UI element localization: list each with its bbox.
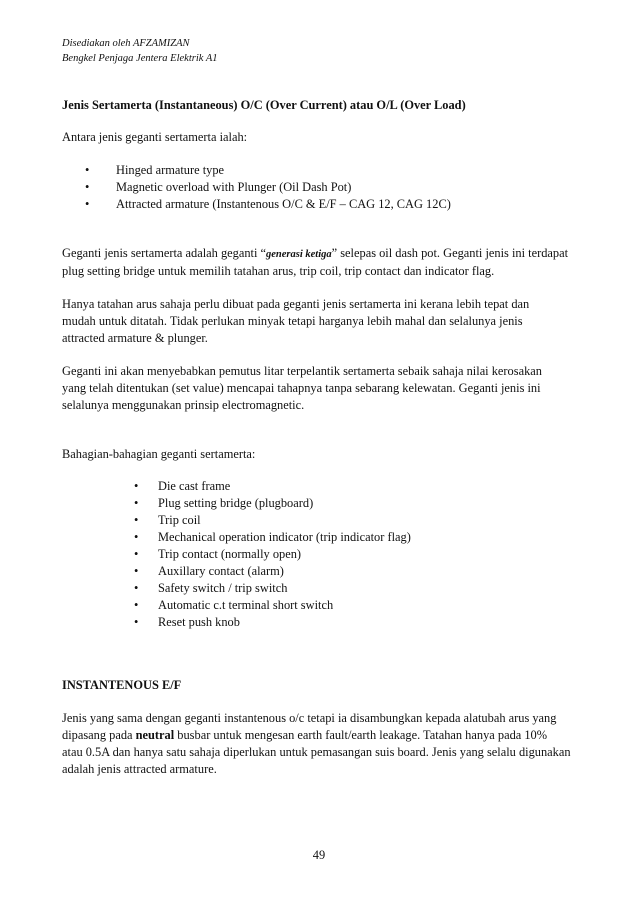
- header-workshop: Bengkel Penjaga Jentera Elektrik A1: [62, 53, 218, 64]
- list-item: • Safety switch / trip switch: [158, 580, 602, 597]
- list-item: • Trip contact (normally open): [158, 546, 602, 563]
- paragraph: [62, 296, 602, 347]
- paragraph: [62, 245, 602, 280]
- types-list: [116, 162, 602, 213]
- paragraph-text: plug setting bridge untuk memilih tatahan arus, trip coil, trip contact dan indicator flag.: [62, 264, 495, 278]
- list-item: • Trip coil: [158, 512, 602, 529]
- paragraph-text: ” selepas oil dash pot. Geganti jenis ini terdapat: [331, 246, 569, 260]
- section-title: INSTANTENOUS E/F: [62, 678, 182, 692]
- parts-list: [158, 478, 602, 631]
- paragraph-text: attracted armature & plunger.: [62, 331, 208, 345]
- types-intro: Antara jenis geganti sertamerta ialah:: [62, 130, 248, 144]
- bold-text: neutral: [135, 728, 175, 742]
- section-title: Jenis Sertamerta (Instantaneous) O/C (Over Current) atau O/L (Over Load): [62, 98, 466, 112]
- list-item: • Mechanical operation indicator (trip indicator flag): [158, 529, 602, 546]
- list-item: • Automatic c.t terminal short switch: [158, 597, 602, 614]
- paragraph-text: mudah untuk ditatah. Tidak perlukan minyak tetapi harganya lebih mahal dan selalunya jenis: [62, 314, 523, 328]
- paragraph-text: Jenis yang sama dengan geganti instantenous o/c tetapi ia disambungkan kepada alatubah arus yang: [62, 711, 557, 725]
- emphasis-text: generasi ketiga: [266, 249, 332, 260]
- list-item: • Reset push knob: [158, 614, 602, 631]
- list-item: • Hinged armature type: [116, 162, 602, 179]
- paragraph-text: Geganti ini akan menyebabkan pemutus litar terpelantik sertamerta sebaik sahaja nilai kerosakan: [62, 364, 542, 378]
- header-author: Disediakan oleh AFZAMIZAN: [62, 38, 190, 49]
- list-item: • Auxillary contact (alarm): [158, 563, 602, 580]
- paragraph-text: atau 0.5A dan hanya satu sahaja diperlukan untuk pemasangan suis board. Jenis yang selalu digunakan: [62, 745, 571, 759]
- list-item: • Attracted armature (Instantenous O/C & E/F – CAG 12, CAG 12C): [116, 196, 602, 213]
- parts-intro: Bahagian-bahagian geganti sertamerta:: [62, 447, 256, 461]
- list-item: • Die cast frame: [158, 478, 602, 495]
- paragraph-text: yang telah ditentukan (set value) mencapai tahapnya tanpa sebarang kelewatan. Geganti jenis ini: [62, 381, 541, 395]
- paragraph-text: adalah jenis attracted armature.: [62, 762, 217, 776]
- paragraph-text: Geganti jenis sertamerta adalah geganti “: [62, 246, 267, 260]
- paragraph: [62, 363, 602, 414]
- list-item: • Magnetic overload with Plunger (Oil Dash Pot): [116, 179, 602, 196]
- page-number: 49: [312, 848, 326, 862]
- page-header: [62, 36, 218, 66]
- list-item: • Plug setting bridge (plugboard): [158, 495, 602, 512]
- paragraph: [62, 710, 602, 778]
- paragraph-text: Hanya tatahan arus sahaja perlu dibuat pada geganti jenis sertamerta ini kerana lebih tepat dan: [62, 297, 530, 311]
- paragraph-text: dipasang pada: [62, 728, 136, 742]
- paragraph-text: selalunya menggunakan prinsip electromagnetic.: [62, 398, 305, 412]
- page-content: [62, 97, 602, 778]
- paragraph-text: busbar untuk mengesan earth fault/earth leakage. Tatahan hanya pada 10%: [174, 728, 548, 742]
